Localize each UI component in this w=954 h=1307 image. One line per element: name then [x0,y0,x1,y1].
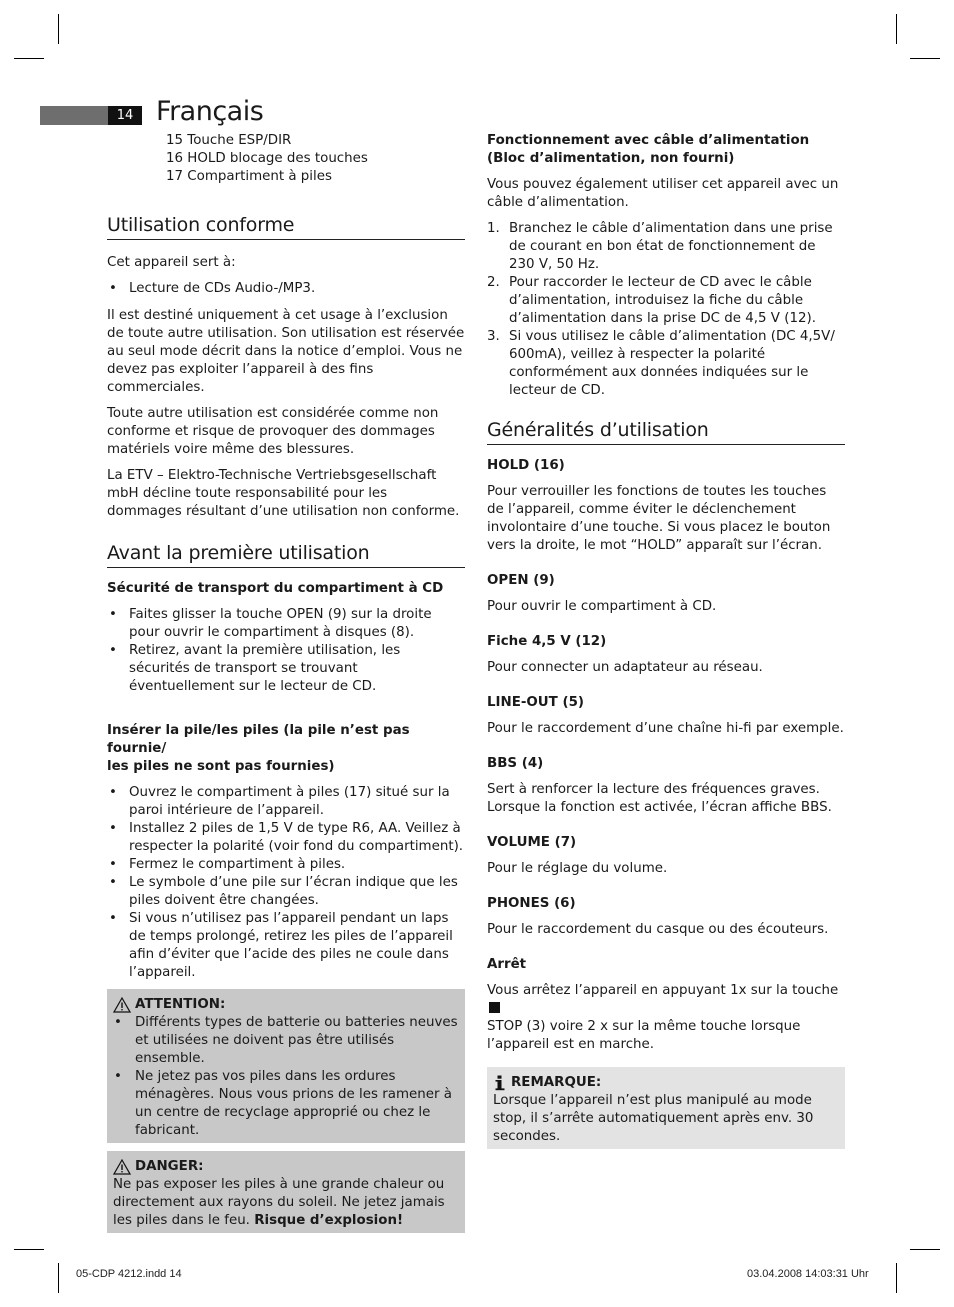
danger-body: Ne pas exposer les piles à une grande chaleur ou directement aux rayons du soleil. Ne jetez jamais les piles dans le feu. [113,1177,445,1228]
footer-timestamp: 03.04.2008 14:03:31 Uhr [747,1268,869,1280]
list-item: 17 Compartiment à piles [166,169,332,184]
crop-mark [896,14,897,44]
component-list [166,132,465,186]
list-item: • Ne jetez pas vos piles dans les ordures ménagères. Nous vous prions de les ramener à un centre de recyclage approprié ou chez le fabricant. [113,1068,459,1140]
list-item: • Si vous n’utilisez pas l’appareil pendant un laps de temps prolongé, retirez les piles de l’appareil afin d’éviter que l’acide des piles ne coule dans l’appareil. [107,910,465,982]
crop-mark [910,58,940,59]
item-text: Pour connecter un adaptateur au réseau. [487,660,763,675]
step-text: Si vous utilisez le câble d’alimentation (DC 4,5V/ 600mA), veillez à respecter la polarité conformément aux données indiquées sur le lecteur de CD. [509,329,835,398]
numbered-list [487,220,845,400]
crop-mark [58,14,59,44]
attention-label: ATTENTION: [135,997,226,1012]
item-title: OPEN (9) [487,573,555,588]
arret-text: Vous arrêtez l’appareil en appuyant 1x sur la touche [487,983,839,998]
bullet-list [107,280,465,298]
crop-mark [896,1263,897,1293]
item-title: Arrêt [487,957,527,972]
item-text: Pour le raccordement d’une chaîne hi-fi par exemple. [487,721,844,736]
attention-title [113,996,459,1014]
sub-heading [487,132,845,168]
list-item: • Installez 2 piles de 1,5 V de type R6, AA. Veillez à respecter la polarité (voir fond du compartiment). [107,820,465,856]
paragraph: Toute autre utilisation est considérée comme non conforme et risque de provoquer des dommages matériels voire même des blessures. [107,406,439,457]
footer-file-info: 05-CDP 4212.indd 14 [76,1268,182,1280]
list-item: • Retirez, avant la première utilisation, les sécurités de transport se trouvant éventuellement sur le lecteur de CD. [107,642,465,696]
danger-title [113,1158,459,1176]
section-heading-utilisation: Utilisation conforme [107,213,465,240]
list-item: • Faites glisser la touche OPEN (9) sur la droite pour ouvrir le compartiment à disques (8). [107,606,465,642]
danger-emphasis: Risque d’explosion! [254,1213,404,1228]
item-title: LINE-OUT (5) [487,695,585,710]
list-item [487,328,845,400]
info-icon [493,1075,507,1091]
remarque-title [493,1074,839,1092]
crop-mark [58,1263,59,1293]
right-column [487,132,845,1149]
remarque-box [487,1067,845,1149]
list-item: • Lecture de CDs Audio-/MP3. [107,280,465,298]
sub-heading-line: Fonctionnement avec câble d’alimentation [487,133,810,148]
arret-text: STOP (3) voire 2 x sur la même touche lorsque l’appareil est en marche. [487,1019,801,1052]
paragraph: Vous pouvez également utiliser cet appareil avec un câble d’alimentation. [487,177,839,210]
paragraph: Cet appareil sert à: [107,255,236,270]
left-column [107,132,465,1233]
page-number: 14 [108,106,142,125]
step-text: Branchez le câble d’alimentation dans une prise de courant en bon état de fonctionnement de 230 V, 50 Hz. [509,221,833,272]
bullet-list [107,606,465,696]
item-text: Pour le réglage du volume. [487,861,668,876]
attention-box [107,989,465,1143]
item-text: Pour le raccordement du casque ou des écouteurs. [487,922,829,937]
step-number: 2. [487,275,500,290]
sub-heading-line: (Bloc d’alimentation, non fourni) [487,151,735,166]
item-text: Sert à renforcer la lecture des fréquences graves. Lorsque la fonction est activée, l’écran affiche BBS. [487,782,832,815]
danger-box [107,1151,465,1233]
page-title: Français [156,96,264,127]
paragraph: La ETV – Elektro-Technische Vertriebsgesellschaft mbH décline toute responsabilité pour les dommages résultant d’une utilisation non conforme. [107,468,460,519]
item-text: Pour verrouiller les fonctions de toutes les touches de l’appareil, comme éviter le déclenchement involontaire d’une touche. Si vous placez le bouton vers la droite, le mot “HOLD” apparaît sur l’écran. [487,484,831,553]
step-number: 3. [487,329,500,344]
danger-text [113,1176,459,1230]
item-title: BBS (4) [487,756,544,771]
crop-mark [14,1249,44,1250]
danger-label: DANGER: [135,1159,204,1174]
item-text [487,982,845,1054]
list-item: 16 HOLD blocage des touches [166,151,368,166]
list-item [487,220,845,274]
sub-heading: Sécurité de transport du compartiment à CD [107,581,444,596]
list-item: • Différents types de batterie ou batteries neuves et utilisées ne doivent pas être utilisés ensemble. [113,1014,459,1068]
crop-mark [910,1249,940,1250]
section-heading-generalites: Généralités d’utilisation [487,418,845,445]
sub-heading-line: Insérer la pile/les piles (la pile n’est pas fournie/ [107,723,410,756]
list-item: • Ouvrez le compartiment à piles (17) situé sur la paroi intérieure de l’appareil. [107,784,465,820]
remarque-label: REMARQUE: [511,1075,602,1090]
list-item [487,274,845,328]
paragraph: Il est destiné uniquement à cet usage à l’exclusion de toute autre utilisation. Son utilisation est réservée au seul mode décrit dans la notice d’emploi. Vous ne devez pas exploiter l’appareil à des fins commerciales. [107,308,465,395]
stop-square-icon [489,1002,500,1013]
warning-icon [113,1159,131,1175]
list-item: • Le symbole d’une pile sur l’écran indique que les piles doivent être changées. [107,874,465,910]
crop-mark [14,58,44,59]
item-title: PHONES (6) [487,896,576,911]
item-title: HOLD (16) [487,458,565,473]
attention-list [113,1014,459,1140]
sub-heading [107,722,465,776]
step-text: Pour raccorder le lecteur de CD avec le câble d’alimentation, introduisez la fiche du câble d’alimentation dans la prise DC de 4,5 V (12). [509,275,816,326]
item-text: Pour ouvrir le compartiment à CD. [487,599,717,614]
warning-icon [113,997,131,1013]
step-number: 1. [487,221,500,236]
item-title: Fiche 4,5 V (12) [487,634,607,649]
bullet-list [107,784,465,982]
item-title: VOLUME (7) [487,835,577,850]
list-item: • Fermez le compartiment à piles. [107,856,465,874]
list-item: 15 Touche ESP/DIR [166,133,292,148]
section-heading-avant: Avant la première utilisation [107,541,465,568]
sub-heading-line: les piles ne sont pas fournies) [107,759,335,774]
remarque-text: Lorsque l’appareil n’est plus manipulé au mode stop, il s’arrête automatiquement après env. 30 secondes. [493,1093,814,1144]
